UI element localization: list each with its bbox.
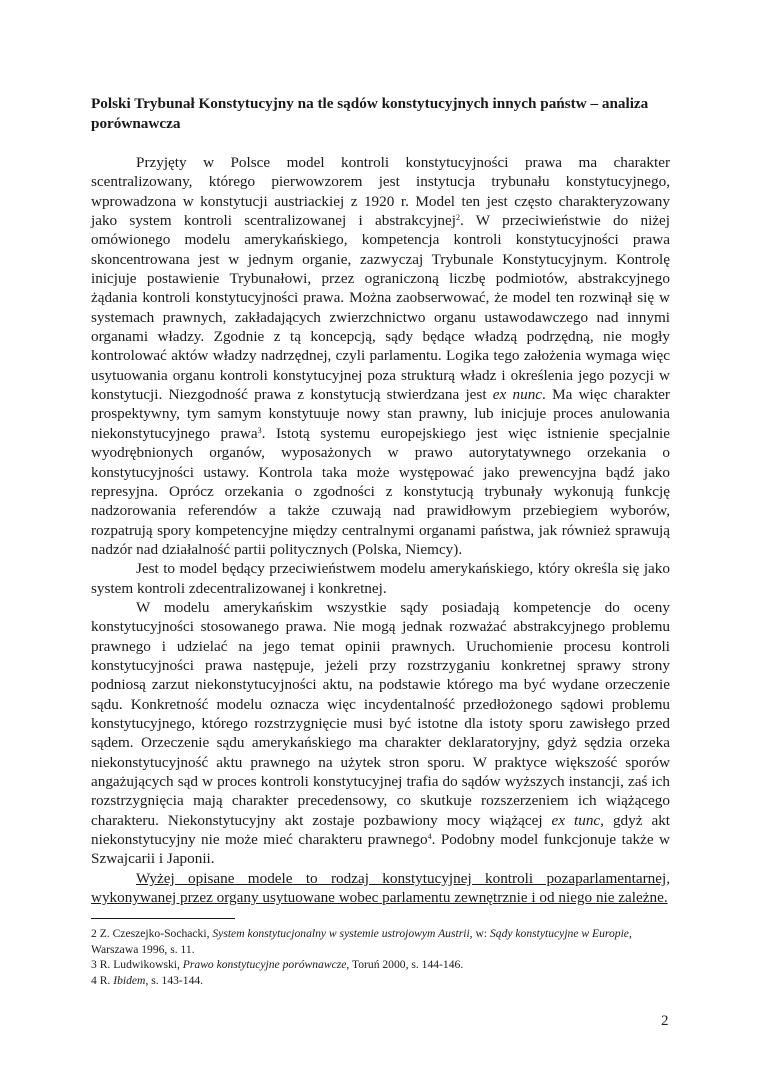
footnote-number: 2 [91,927,97,940]
latin-term-ex-tunc: ex tunc [551,811,601,829]
paragraph-4: Wyżej opisane modele to rodzaj konstytucyjnej kontroli pozaparlamentarnej, wykonywanej przez organy usytuowane wobec parlamentu zewnętrznie i od niego nie zależne. [91,869,670,907]
footnote-ref-3[interactable]: 3 [257,425,262,435]
footnote-collection-title: Sądy konstytucyjne w Europie [489,927,629,940]
footnote-separator [91,918,235,919]
footnote-publication: , Warszawa 1996, s. 11. [91,927,632,956]
latin-term-ex-nunc: ex nunc [492,386,543,404]
footnote-3 [91,957,670,973]
footnote-work-title: System konstytucjonalny w systemie ustrojowym Austrii [212,927,470,940]
footnote-separator-text: , w: [469,927,490,940]
footnote-publication: , s. 143-144. [145,973,204,987]
body-text [91,153,670,907]
footnote-ref-4[interactable]: 4 [427,832,432,842]
paragraph-1-text-d: . Istotą systemu europejskiego jest więc istnienie specjalnie wyodrębnionych organów, wyposażonych w prawo autorytatywnego orzekania o konstytucyjności ustawy. Kontrola taka może występować jako prewencyjna bądź jako represyjna. Oprócz orzekania o zgodności z konstytucją trybunały wykonują funkcję nadzorowania referendów a także czuwają nad prawidłowym przebiegiem wyborów, rozpatrują spory kompetencyjne między centralnymi organami państwa, jak również sprawują nadzór nad działalność partii politycznych (Polska, Niemcy). [91,424,671,558]
footnote-4 [91,973,670,989]
paragraph-3-text-c: . Podobny model funkcjonuje także w Szwajcarii i Japonii. [91,831,670,868]
footnote-publication: , Toruń 2000, s. 144-146. [346,958,464,971]
page-number: 2 [661,1013,669,1029]
paragraph-1-text-c: . Ma więc charakter prospektywny, tym samym konstytuuje nowy stan prawny, lub inicjuje proces anulowania niekonstytucyjnego prawa [91,386,670,442]
paragraph-3-text-b: , gdyż akt niekonstytucyjny nie może mieć charakteru prawnego [91,811,671,849]
footnote-author: R. Ludwikowski, [96,958,183,971]
paragraph-3-text-a: W modelu amerykańskim wszystkie sądy posiadają kompetencje do oceny konstytucyjności stosowanego prawa. Nie mogą jednak rozważać abstrakcyjnego problemu prawnego i udzielać na jego temat opinii prawnych. Uruchomienie procesu kontroli konstytucyjności prawa następuje, jeżeli przy rozstrzyganiu konkretnej sprawy strony podniosą zarzut niekonstytucyjności aktu, na podstawie którego ma być wydane orzeczenie sądu. Konkretność modelu oznacza więc incydentalność przedłożonego sądowi problemu konstytucyjnego, którego rozstrzygnięcie musi być istotne dla istoty sporu zawisłego przed sądem. Orzeczenie sądu amerykańskiego ma charakter deklaratoryjny, gdyż sędzia orzeka niekonstytucyjność aktu prawnego na użytek stron sporu. W praktyce większość sporów angażujących sąd w proces kontroli konstytucyjnej trafia do sądów wyższych instancji, zaś ich rozstrzygnięcia mają charakter precedensowy, co skutkuje rozszerzeniem ich wiążącego charakteru. Niekonstytucyjny akt zostaje pozbawiony mocy wiążącej [91,598,670,829]
document-title: Polski Trybunał Konstytucyjny na tle sądów konstytucyjnych innych państw – analiza porównawcza [91,95,649,132]
footnote-author: R. [96,973,114,987]
footnote-ref-2[interactable]: 2 [455,213,460,223]
paragraph-3 [91,598,670,869]
footnote-work-title: Ibidem [113,973,146,987]
footnote-work-title: Prawo konstytucyjne porównawcze [182,958,347,971]
footnote-2 [91,926,670,957]
footnote-number: 4 [91,973,97,987]
paragraph-1 [91,153,670,559]
footnote-number: 3 [91,958,97,971]
footnote-author: Z. Czeszejko-Sochacki, [96,927,213,940]
paragraph-1-text-a: Przyjęty w Polsce model kontroli konstytucyjności prawa ma charakter scentralizowany, którego pierwowzorem jest instytucja trybunału konstytucyjnego, wprowadzona w konstytucji austriackiej z 1920 r. Model ten jest często charakteryzowany jako system kontroli scentralizowanej i abstrakcyjnej [91,154,670,230]
paragraph-2: Jest to model będący przeciwieństwem modelu amerykańskiego, który określa się jako system kontroli zdecentralizowanej i konkretnej. [91,560,670,597]
footnotes [91,926,670,988]
paragraph-1-text-b: . W przeciwieństwie do niżej omówionego modelu amerykańskiego, kompetencja kontroli konstytucyjności prawa skoncentrowana jest w jednym organie, zazwyczaj Trybunale Konstytucyjnym. Kontrolę inicjuje postawienie Trybunałowi, przez ograniczoną liczbę podmiotów, abstrakcyjnego żądania kontroli konstytucyjności prawa. Można zaobserwować, że model ten rozwinął się w systemach prawnych, zakładających zwierzchnictwo organu ustawodawczego nad innymi organami władzy. Zgodnie z tą koncepcją, sądy będące władzą podrzędną, nie mogły kontrolować aktów władzy nadrzędnej, czyli parlamentu. Logika tego założenia wymaga więc usytuowania organu kontroli konstytucyjnej poza strukturą władz i określenia jego pozycji w konstytucji. Niezgodność prawa z konstytucją stwierdzana jest [91,212,670,404]
